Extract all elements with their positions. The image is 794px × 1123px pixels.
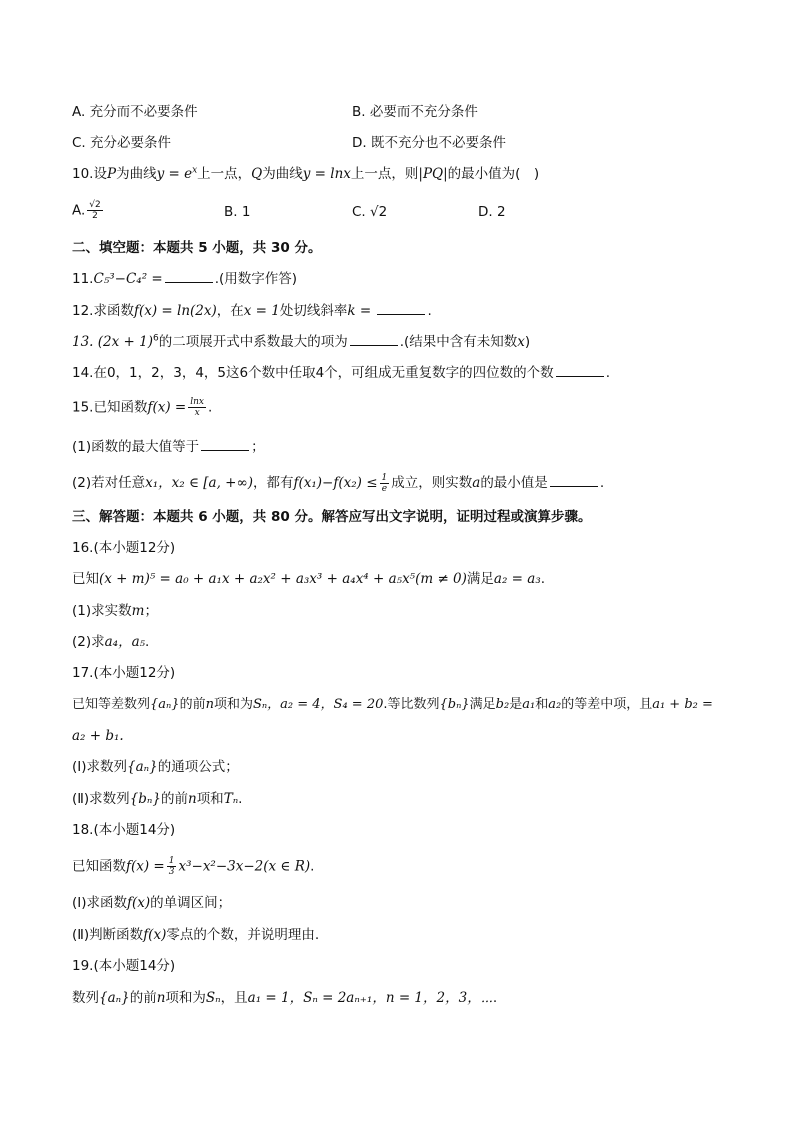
q10-option-c: C. √2 xyxy=(352,204,388,220)
question-15: 15.已知函数f(x) = $\frac{\ln x}{x}$ . xyxy=(72,397,213,418)
section-3-heading: 三、解答题：本题共 6 小题，共 80 分。解答应写出文字说明，证明过程或演算步骤。 xyxy=(72,509,592,525)
question-17-stem: 已知等差数列{aₙ}的前n项和为Sₙ，a₂ = 4，S₄ = 20.等比数列{bₙ}满足b₂是a₁和a₂的等差中项，且a₁ + b₂ = xyxy=(72,697,713,712)
question-16-stem: 已知(x + m)⁵ = a₀ + a₁x + a₂x² + a₃x³ + a₄x⁴ + a₅x⁵(m ≠ 0)满足a₂ = a₃. xyxy=(72,571,546,587)
question-14: 14.在0，1，2，3，4，5这6个数中任取4个，可组成无重复数字的四位数的个数 . xyxy=(72,362,610,383)
question-19-stem: 数列{aₙ}的前n项和为Sₙ，且a₁ = 1，Sₙ = 2aₙ₊₁，n = 1，2，3，⋯. xyxy=(72,990,498,1006)
question-19-header: 19.(本小题14分) xyxy=(72,958,176,974)
question-18-stem: 已知函数f(x) = $\frac{1}{3}$ x³−x²−3x−2(x ∈ R). xyxy=(72,856,315,877)
answer-blank[interactable] xyxy=(350,331,398,346)
question-11: 11.C₅³−C₄² = .(用数字作答) xyxy=(72,268,297,289)
answer-blank[interactable] xyxy=(550,472,598,487)
answer-blank[interactable] xyxy=(165,268,213,283)
q10-stem: 10.设P为曲线$y = e^x$上一点，Q为曲线y = lnx上一点，则|PQ|的最小值为( ) xyxy=(72,165,540,182)
question-12: 12.求函数f(x) = ln(2x)，在x = 1处切线斜率k = . xyxy=(72,300,432,321)
question-15-part-2: (2)若对任意x₁，x₂ ∈ [a, +∞)，都有f(x₁)−f(x₂) ≤ $\frac{1}{e}$ 成立，则实数a的最小值是 . xyxy=(72,472,605,494)
question-16-part-1: (1)求实数m； xyxy=(72,603,158,619)
question-13: 13. $(2x + 1)^6$的二项展开式中系数最大的项为 .(结果中含有未知数x) xyxy=(72,331,530,352)
question-16-header: 16.(本小题12分) xyxy=(72,540,176,556)
question-18-part-1: (Ⅰ)求函数f(x)的单调区间； xyxy=(72,895,232,911)
question-17-part-1: (Ⅰ)求数列{aₙ}的通项公式； xyxy=(72,759,239,775)
question-18-header: 18.(本小题14分) xyxy=(72,822,176,838)
q10-option-a: A. $\frac{√2}{2}$ xyxy=(72,200,101,221)
q9-option-c: C. 充分必要条件 xyxy=(72,135,172,151)
q10-option-d: D. 2 xyxy=(478,204,506,220)
answer-blank[interactable] xyxy=(377,300,425,315)
q9-option-d: D. 既不充分也不必要条件 xyxy=(352,135,506,151)
q10-option-b: B. 1 xyxy=(224,204,251,220)
question-16-part-2: (2)求a₄，a₅. xyxy=(72,634,150,650)
answer-blank[interactable] xyxy=(556,362,604,377)
question-17-part-2: (Ⅱ)求数列{bₙ}的前n项和Tₙ. xyxy=(72,791,243,807)
section-2-heading: 二、填空题：本题共 5 小题，共 30 分。 xyxy=(72,240,322,256)
q9-option-a: A. 充分而不必要条件 xyxy=(72,104,198,120)
q9-option-b: B. 必要而不充分条件 xyxy=(352,104,478,120)
question-15-part-1: (1)函数的最大值等于 ； xyxy=(72,436,265,457)
question-18-part-2: (Ⅱ)判断函数f(x)零点的个数，并说明理由. xyxy=(72,927,320,943)
answer-blank[interactable] xyxy=(201,436,249,451)
question-17-header: 17.(本小题12分) xyxy=(72,665,176,681)
question-17-stem-cont: a₂ + b₁. xyxy=(72,728,124,744)
